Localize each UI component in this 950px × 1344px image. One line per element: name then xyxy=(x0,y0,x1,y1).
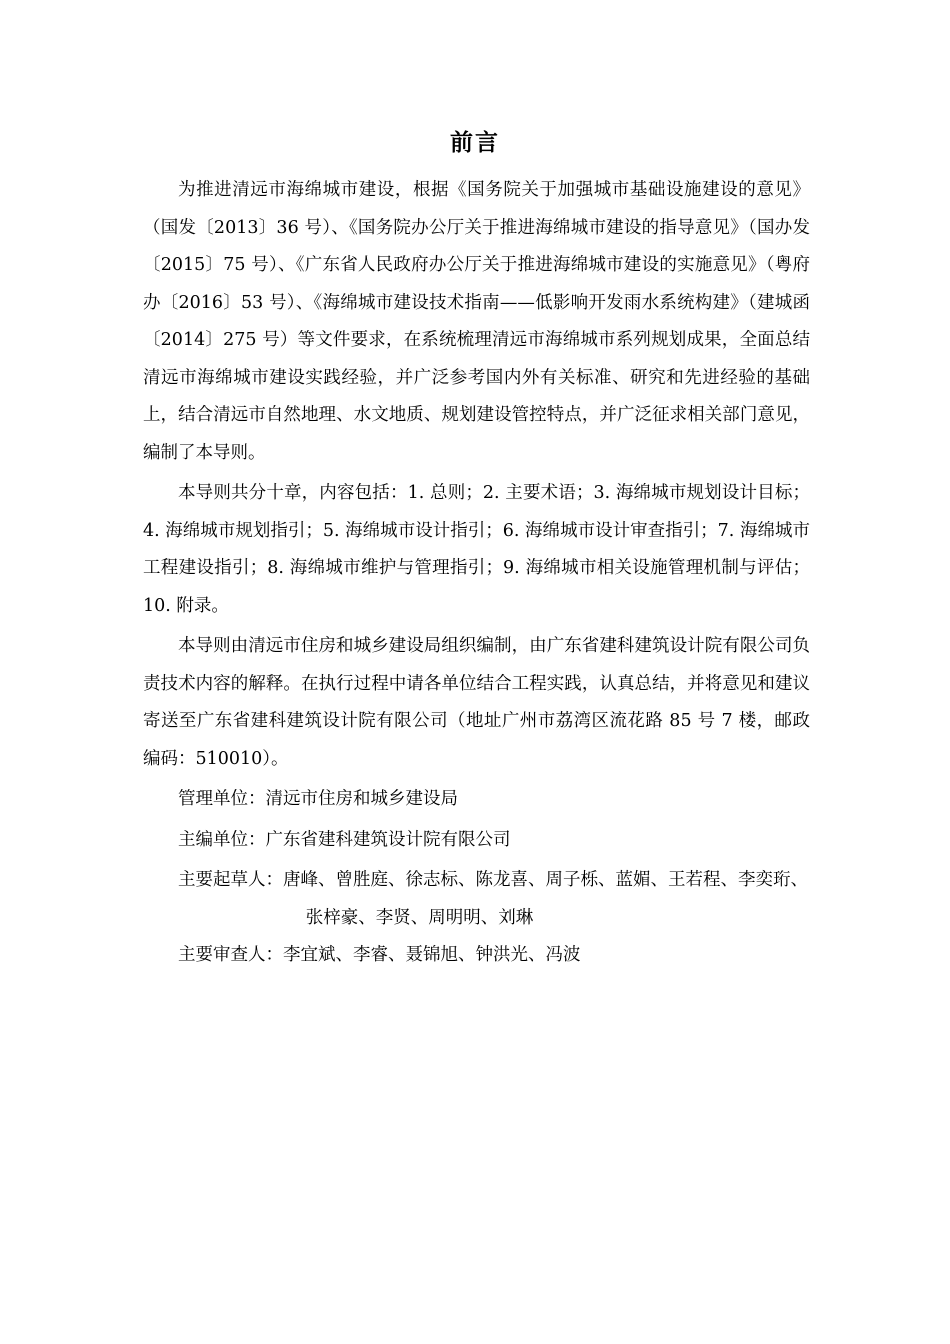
paragraph-background: 为推进清远市海绵城市建设，根据《国务院关于加强城市基础设施建设的意见》（国发〔2013〕36 号）、《国务院办公厅关于推进海绵城市建设的指导意见》（国办发〔2015〕75 号）、《广东省人民政府办公厅关于推进海绵城市建设的实施意见》（粤府办〔2016〕53 号）、《海绵城市建设技术指南——低影响开发雨水系统构建》（建城函〔2014〕275 号）等文件要求，在系统梳理清远市海绵城市系列规划成果，全面总结清远市海绵城市建设实践经验，并广泛参考国内外有关标准、研究和先进经验的基础上，结合清远市自然地理、水文地质、规划建设管控特点，并广泛征求相关部门意见，编制了本导则。 xyxy=(143,180,810,463)
document-body xyxy=(143,172,810,978)
paragraph-contents: 本导则共分十章，内容包括：1. 总则；2. 主要术语；3. 海绵城市规划设计目标；4. 海绵城市规划指引；5. 海绵城市设计指引；6. 海绵城市设计审查指引；7. 海绵城市工程建设指引；8. 海绵城市维护与管理指引；9. 海绵城市相关设施管理机制与评估；10. 附录。 xyxy=(143,483,810,616)
chief-editor-unit: 主编单位：广东省建科建筑设计院有限公司 xyxy=(178,829,511,850)
page-title: 前言 xyxy=(450,130,500,156)
management-unit: 管理单位：清远市住房和城乡建设局 xyxy=(178,789,458,809)
main-reviewers: 主要审查人：李宜斌、李睿、聂锦旭、钟洪光、冯波 xyxy=(178,945,581,965)
paragraph-organization: 本导则由清远市住房和城乡建设局组织编制，由广东省建科建筑设计院有限公司负责技术内容的解释。在执行过程中请各单位结合工程实践，认真总结，并将意见和建议寄送至广东省建科建筑设计院有限公司（地址广州市荔湾区流花路 85 号 7 楼，邮政编码：510010）。 xyxy=(143,636,810,769)
main-drafters: 主要起草人：唐峰、曾胜庭、徐志标、陈龙喜、周子栎、蓝媚、王若程、李奕珩、张梓豪、李贤、周明明、刘琳 xyxy=(178,870,808,928)
